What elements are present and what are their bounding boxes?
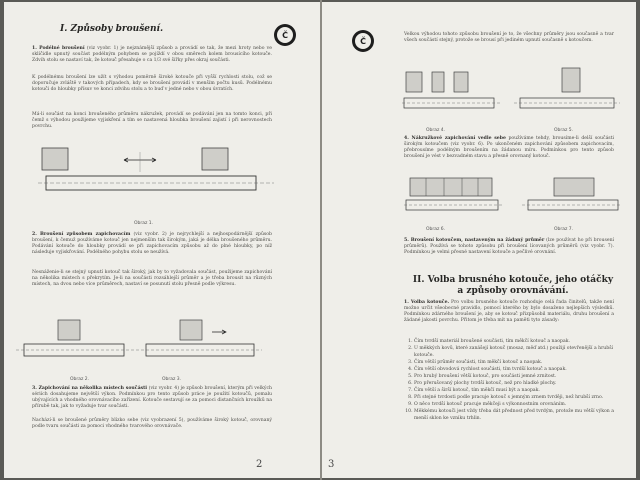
list-item: 6. Pro přerušovaný plochy tvrdší kotouč, než pro hladké plochy. — [414, 380, 622, 387]
figure-2-caption: Obraz 2. — [70, 377, 90, 382]
paragraph-3: 3. Zapichování na několika místech součásti (viz vyobr. 4) je způsob broušení, kterým při velkých sériích dosahujeme největší výkon. Podmínkou pro tento způsob práce je použití kotoučů, pomalu ubývajících a vhodného orovnávacího zařízení. Kotouče sestavují se za pomoci distančních kroužků na přírubě tak, jak to vyžaduje tvar součásti. — [32, 386, 272, 409]
list-item: 4. Čím větší obvodová rychlost součásti, tím tvrdší kotouč a naopak. — [414, 366, 622, 373]
figure-3-caption: Obraz 3. — [162, 377, 182, 382]
paragraph-6: 1. Volba kotouče. Pro volbu brusného kotouče rozhoduje celá řada činitelů, takže není možno určit všeobecné pravidlo, pomocí kterého by bylo dosaženo nejlepších výsledků. Podmínkou zdárného broušení je, aby se kotouč přizpůsobil materiálu, druhu broušení a žádané jakosti povrchu. Přitom je třeba mít na paměti tyto zásady: — [404, 300, 614, 323]
paragraph-4: 4. Nákružkové zapichování vedle sebe používáme tehdy, brousíme-li delší součásti širokým kotoučem (viz vyobr. 6). Po ukončeném zapichování způsobem zapichovacím, přebrousíme podélným broušením na žádanou míru. Podmínkou pro tento způsob broušení je vést v bezvadném stavu a přesně orovnaný kotouč. — [404, 136, 614, 159]
list-item: 8. Při stejné tvrdosti podle pracuje kotouč s jemným zrnem tvrději, než hrubší zrno. — [414, 394, 622, 401]
paragraph-1b: K podélnému broušení lze užít s výhodou poměrně široké kotouče při vyšší rychlosti stolu, což se doporučuje zvláště v takových případech, kdy se broušení provádí v menším počtu kusů. Podélnému kotouči do hloubky přísuv ve konci zdvihu stolu a to buď v jedné nebo v obou úvratích. — [32, 75, 272, 92]
figure-4-5-diagram — [402, 64, 622, 124]
paragraph-2b: Nesnáženie-li se stejný upnutí kotouč tak široký, jak by to vyžadovala součást, použijeme zapichování na několika místech s překrytím. Je-li na součásti rozsáhlejší průměr a je třeba brousit na různých místech, na dvou nebo více průměrech, nastaví se posunutí stolu přesně podle výkresu. — [32, 270, 272, 287]
list-item: 3. Čím větší průměr součásti, tím měkčí kotouč a naopak. — [414, 359, 622, 366]
list-item: 5. Pro hrubý broušení větší kotouč, pro součásti jemné zrnitost. — [414, 373, 622, 380]
paragraph-1c: Má-li součást na konci broušeného průměru nákružek, provádí se podávání jen na tomto konci, při čemž s výhodou použijeme vyjiskření a tím se nastavená hloubka broušení zajistí i při nerovnostech povrchu. — [32, 112, 272, 129]
page-heading: I. Způsoby broušení. — [60, 24, 164, 34]
list-item: 1. Čím tvrdší materiál broušené součásti, tím měkčí kotouč a naopak. — [414, 338, 622, 345]
page-number: 3 — [328, 459, 335, 470]
paragraph-1: 1. Podélné broušení (viz vyobr. 1) je nejznámější způsob a provádí se tak, že mezi hroty nebo ve sklíčidle upnutý součást podélným pohybem se pojíždí v obou směrech kolem brousícího kotouče. Zdvih stolu se nastaví tak, že kotouč přesahuje o ca 1/3 své šířky přes okraj součásti. — [32, 46, 272, 63]
figure-1-caption: Obraz 1. — [134, 221, 154, 226]
company-logo: Č — [352, 30, 374, 52]
figure-4-caption: Obraz 4. — [426, 128, 446, 133]
figure-1-diagram — [34, 144, 284, 214]
list-item: 2. U měkkých kovů, které zanášejí kotouč (mosaz, měď atd.) použijí otevřenější a hrubší kotouče. — [414, 345, 622, 359]
figure-6-7-diagram — [404, 174, 624, 224]
figure-5-caption: Obraz 5. — [554, 128, 574, 133]
list-item: 10. Měkkému kotouči jest vždy třeba dát přednost před tvrdým, protože mu větší výkon a menší sklon ke vzniku trhlin. — [414, 408, 622, 422]
page-number: 2 — [256, 459, 263, 470]
paragraph-2: 2. Broušení způsobem zapichovacím (viz vyobr. 2) je nejrychlejší a nejhospodárnější způsob broušení, k čemuž používáme kotouč jen nejmenším tak širokým, jaká je délka broušeného průměru. Podávání kotouče do hloubky provádí se při zapichovacím způsobu až do plné hloubky, po níž následuje vyjiskřování. Podélného pohybu stolu se neužívá. — [32, 232, 272, 255]
paragraph-3b: Nachází-li se broušené průměry blízko sebe (viz vyobrazení 5), používáme široký kotouč, orovnaný podle tvaru součásti za pomoci vhodného tvarového orovnávače. — [32, 418, 272, 429]
list-item: 7. Čím větší a širší kotouč, tím měkčí musí být a naopak. — [414, 387, 622, 394]
right-page — [322, 2, 636, 478]
company-logo: Č — [274, 24, 296, 46]
list-item: 9. O něco tvrdší kotouč pracuje měkčeji s výkonnostním orovnáním. — [414, 401, 622, 408]
figure-6-caption: Obraz 6. — [426, 227, 446, 232]
rules-list — [404, 338, 622, 422]
intro-paragraph: Velkou výhodou tohoto způsobu broušení je to, že všechny průměry jsou současně a tvar všech součástí stejný, protože se brousí při jediném upnutí současně s kotoučem. — [404, 32, 614, 43]
section-heading: II. Volba brusného kotouče, jeho otáčky a způsoby orovnávání. — [412, 275, 614, 296]
figure-2-3-diagram — [16, 318, 306, 366]
figure-7-caption: Obraz 7. — [554, 227, 574, 232]
paragraph-5: 5. Broušení kotoučem, nastaveným na žádaný průměr (lze používat ho při brousení průměrů). Používá se tohoto způsobu při broušení lícovaných průměrů (viz vyobr. 7). Podmínkou je velmi přesné nastavení kotouče a pečlivé orovnání. — [404, 238, 614, 255]
left-page — [4, 2, 320, 478]
